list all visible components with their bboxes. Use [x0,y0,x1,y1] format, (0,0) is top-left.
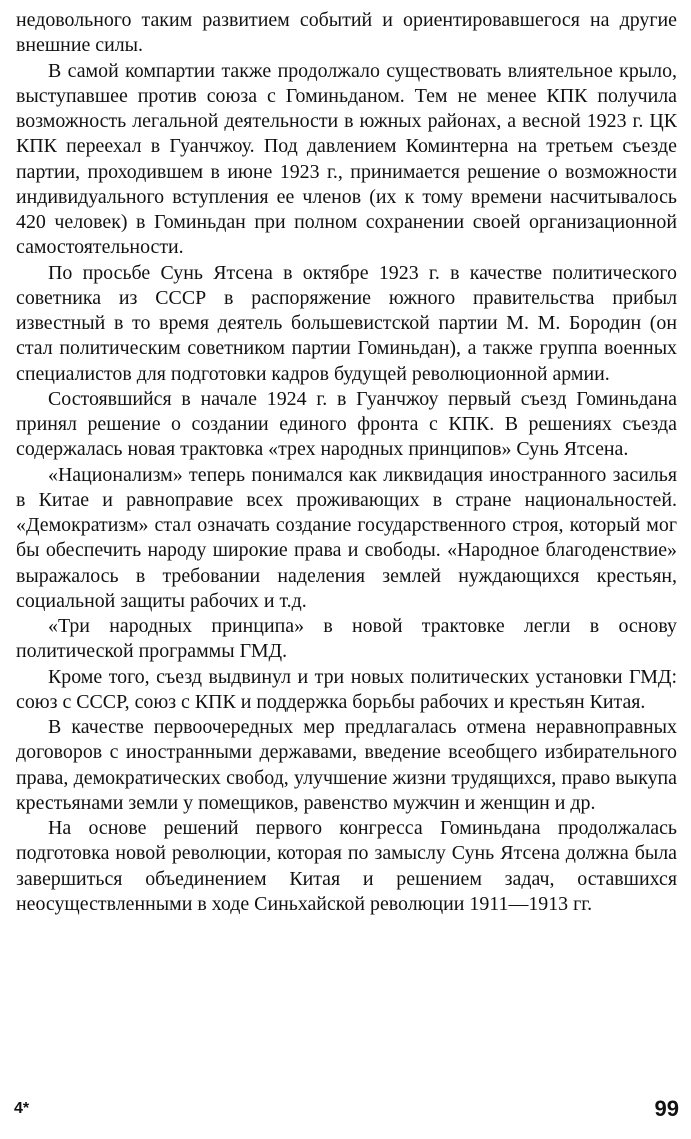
printer-signature-mark: 4* [14,1100,30,1117]
paragraph: По просьбе Сунь Ятсена в октябре 1923 г. в качестве политического советника из СССР в распоряжение южного правительства прибыл известный в то время деятель большевистской партии М. М. Бородин (он стал политическим советником партии Гоминьдан), а также группа военных специалистов для подготовки кадров будущей революционной армии. [16,261,677,385]
paragraph-continuation: недовольного таким развитием событий и ориентировавшегося на другие внешние силы. [16,9,677,57]
paragraph: Состоявшийся в начале 1924 г. в Гуанчжоу первый съезд Гоминьдана принял решение о создании единого фронта с КПК. В решениях съезда содержалась новая трактовка «трех народных принципов» Сунь Ятсена. [16,387,677,461]
page-number: 99 [654,1096,679,1121]
paragraph: «Три народных принципа» в новой трактовке легли в основу политической программы ГМД. [16,615,677,663]
paragraph: В качестве первоочередных мер предлагалась отмена неравноправных договоров с иностранными державами, введение всеобщего избирательного права, демократических свобод, улучшение жизни трудящихся, право выкупа крестьянами земли у помещиков, равенство мужчин и женщин и др. [16,716,677,814]
paragraph: Кроме того, съезд выдвинул и три новых политических установки ГМД: союз с СССР, союз с КПК и поддержка борьбы рабочих и крестьян Китая. [16,665,677,713]
paragraph: На основе решений первого конгресса Гоминьдана продолжалась подготовка новой революции, которая по замыслу Сунь Ятсена должна была завершиться объединением Китая и решением задач, оставшихся неосуществленными в ходе Синьхайской революции 1911—1913 гг. [16,817,677,915]
paragraph: «Национализм» теперь понимался как ликвидация иностранного засилья в Китае и равноправие всех проживающих в стране национальностей. «Демократизм» стал означать создание государственного строя, который мог бы обеспечить народу широкие права и свободы. «Народное благоденствие» выражалось в требовании наделения землей нуждающихся крестьян, социальной защиты рабочих и т.д. [16,463,677,612]
body-text [16,8,677,917]
paragraph: В самой компартии также продолжало существовать влиятельное крыло, выступавшее против союза с Гоминьданом. Тем не менее КПК получила возможность легальной деятельности в южных районах, а весной 1923 г. ЦК КПК переехал в Гуанчжоу. Под давлением Коминтерна на третьем съезде партии, проходившем в июне 1923 г., принимается решение о возможности индивидуального вступления ее членов (их к тому времени насчитывалось 420 человек) в Гоминьдан при полном сохранении своей организационной самостоятельности. [16,59,677,259]
